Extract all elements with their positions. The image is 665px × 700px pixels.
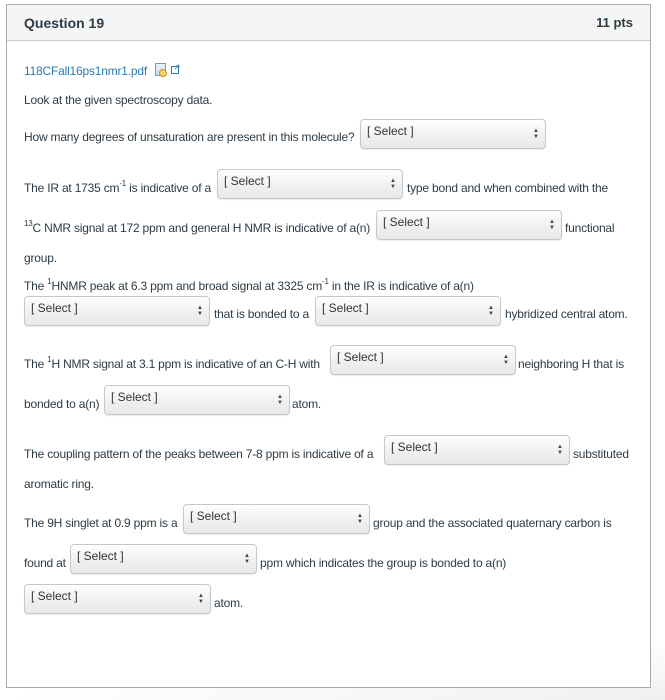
updown-arrow-icon: ▲ ▼ <box>557 444 563 456</box>
q5-text-end2: atom. <box>292 397 322 411</box>
q7-text-cont: found at <box>24 556 66 570</box>
select-value: [ Select ] <box>111 390 158 404</box>
select-value: [ Select ] <box>77 549 124 563</box>
q7-text-mid2: ppm which indicates the group is bonded to a(n) <box>260 556 507 570</box>
q6-text-cont: aromatic ring. <box>24 477 94 491</box>
external-link-icon[interactable] <box>171 66 179 74</box>
select-hybridization[interactable] <box>315 296 501 326</box>
select-value: [ Select ] <box>337 350 384 364</box>
updown-arrow-icon: ▲ ▼ <box>549 219 555 231</box>
q6-text-start: The coupling pattern of the peaks between 7-8 ppm is indicative of a <box>24 447 374 461</box>
question-points: 11 pts <box>596 15 633 30</box>
updown-arrow-icon: ▲ ▼ <box>357 513 363 525</box>
updown-arrow-icon: ▲ ▼ <box>488 305 494 317</box>
updown-arrow-icon: ▲ ▼ <box>277 394 283 406</box>
q6-text-end: substituted <box>573 447 629 461</box>
updown-arrow-icon: ▲ ▼ <box>390 178 396 190</box>
select-value: [ Select ] <box>383 215 430 229</box>
q1-text: How many degrees of unsaturation are present in this molecule? <box>24 130 355 144</box>
select-ir-bond-type[interactable] <box>217 169 403 199</box>
q5-text-start: The $^1$H NMR signal at 3.1 ppm is indicative of an C-H with <box>24 355 320 371</box>
select-hnmr-group[interactable] <box>24 296 210 326</box>
attachment-link[interactable]: 118CFall16ps1nmr1.pdf <box>24 64 147 78</box>
q4-text-start: The $^1$HNMR peak at 6.3 ppm and broad signal at 3325 $cm^{-1}$ in the IR is indicative of a(n) <box>24 277 474 293</box>
document-preview-icon[interactable] <box>155 63 166 76</box>
select-value: [ Select ] <box>31 589 78 603</box>
select-substitution-pattern[interactable] <box>384 435 570 465</box>
select-value: [ Select ] <box>367 124 414 138</box>
updown-arrow-icon: ▲ ▼ <box>503 354 509 366</box>
select-degrees-unsaturation[interactable] <box>360 119 546 149</box>
q7-text-end: atom. <box>214 596 244 610</box>
q4-text-end: hybridized central atom. <box>505 307 628 321</box>
q3-text-start: $^{13}$C NMR signal at 172 ppm and general H NMR is indicative of a(n) <box>24 219 371 235</box>
updown-arrow-icon: ▲ ▼ <box>197 305 203 317</box>
q4-text-mid: that is bonded to a <box>214 307 309 321</box>
select-quaternary-ppm[interactable] <box>70 544 257 574</box>
question-title: Question 19 <box>24 15 105 31</box>
select-group-bonded-atom[interactable] <box>24 584 211 614</box>
select-bonded-atom[interactable] <box>104 385 290 415</box>
q7-text-mid: group and the associated quaternary carbon is <box>373 516 612 530</box>
select-singlet-group[interactable] <box>183 504 370 534</box>
q7-text-start: The 9H singlet at 0.9 ppm is a <box>24 516 178 530</box>
updown-arrow-icon: ▲ ▼ <box>198 593 204 605</box>
updown-arrow-icon: ▲ ▼ <box>533 128 539 140</box>
q5-text-end: neighboring H that is <box>518 357 624 371</box>
select-value: [ Select ] <box>224 174 271 188</box>
select-value: [ Select ] <box>391 440 438 454</box>
select-value: [ Select ] <box>31 301 78 315</box>
q3-text-end: functional <box>565 221 615 235</box>
q5-text-cont: bonded to a(n) <box>24 397 100 411</box>
select-value: [ Select ] <box>322 301 369 315</box>
select-neighboring-h-count[interactable] <box>330 345 516 375</box>
q3-text-cont: group. <box>24 251 57 265</box>
updown-arrow-icon: ▲ ▼ <box>244 553 250 565</box>
intro-text: Look at the given spectroscopy data. <box>24 93 213 107</box>
question-header <box>7 5 650 41</box>
select-value: [ Select ] <box>190 509 237 523</box>
select-functional-group[interactable] <box>376 210 562 240</box>
q2-text-end: type bond and when combined with the <box>407 181 608 195</box>
q2-text-start: The IR at 1735 $cm^{-1}$ is indicative of a <box>24 179 211 195</box>
